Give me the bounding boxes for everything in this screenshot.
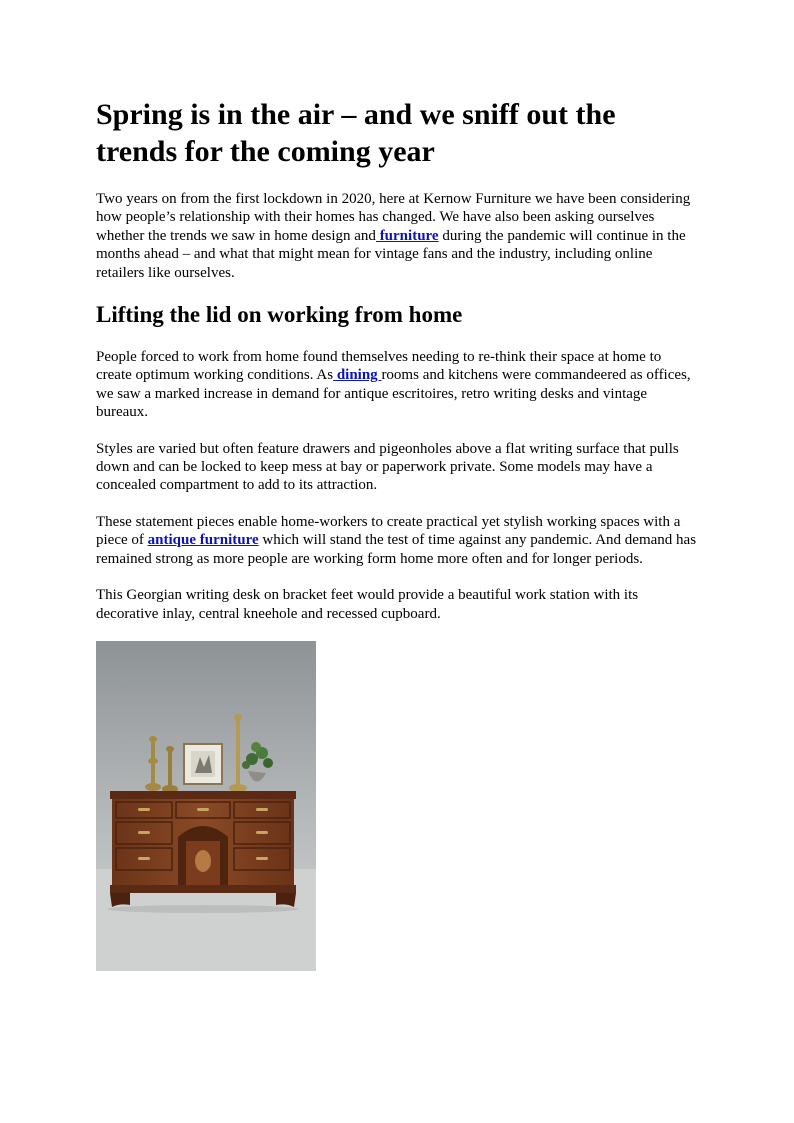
p1-text-after: rooms and kitchens were commandeered as offices, we saw a marked increase in demand for antique escritoires, retro writing desks and vintage bureaux. (96, 367, 691, 421)
desk-top (110, 791, 296, 799)
desk-plinth (110, 885, 296, 893)
cupboard-inlay (195, 850, 211, 872)
page-title: Spring is in the air – and we sniff out the trends for the coming year (96, 98, 616, 168)
georgian-writing-desk-photo (96, 641, 316, 971)
intro-text-before: Two years on from the first lockdown in 2020, here at Kernow Furniture we have been considering how people’s relationship with their homes has changed. We have also been asking ourselves whether the trends we saw in home design and (96, 191, 691, 244)
intro-text-after: during the pandemic will continue in the months ahead – and what that might mean for vintage fans and the industry, including online retailers like ourselves. (96, 227, 686, 281)
paragraph-georgian-desk: This Georgian writing desk on bracket feet would provide a beautiful work station with its decorative inlay, central kneehole and recessed cupboard. (96, 587, 639, 622)
dining-link[interactable]: dining (333, 367, 382, 384)
furniture-link[interactable]: furniture (375, 227, 439, 244)
antique-furniture-link[interactable]: antique furniture (147, 532, 259, 549)
section-heading: Lifting the lid on working from home (96, 302, 463, 328)
article (96, 96, 700, 971)
p3-text-before: These statement pieces enable home-workers to create practical yet stylish working spaces with a piece of (96, 513, 681, 549)
picture-frame (184, 744, 222, 784)
paragraph-statement-pieces (96, 513, 700, 568)
paragraph-working-from-home (96, 348, 700, 422)
paragraph-styles: Styles are varied but often feature drawers and pigeonholes above a flat writing surface that pulls down and can be locked to keep mess at bay or paperwork private. Some models may have a concealed compartment to add to its attraction. (96, 440, 679, 494)
intro-paragraph (96, 190, 700, 282)
p1-text-before: People forced to work from home found themselves needing to re-think their space at home to create optimum working conditions. As (96, 349, 662, 384)
desk-shadow (107, 905, 299, 913)
p3-text-after: which will stand the test of time against any pandemic. And demand has remained strong as more people are working form home more often and for longer periods. (96, 532, 697, 567)
